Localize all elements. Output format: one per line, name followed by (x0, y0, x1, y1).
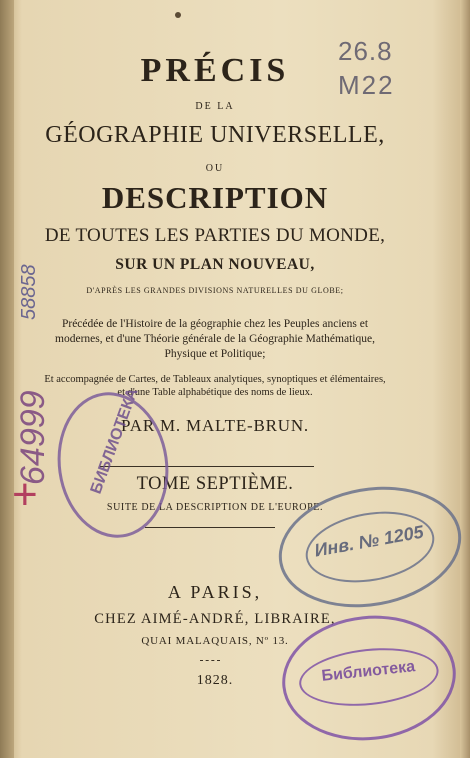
stamp-text-small: БИБЛИОТЕКА (87, 386, 142, 497)
title-basis: D'APRÈS LES GRANDES DIVISIONS NATURELLES DU GLOBE; (86, 286, 344, 295)
page-edge (460, 0, 470, 758)
title-description: DESCRIPTION (101, 180, 329, 215)
imprint-publisher: CHEZ AIMÉ-ANDRÉ, LIBRAIRE, (94, 611, 336, 627)
imprint-city: A PARIS, (167, 582, 263, 602)
title-ou: OU (205, 163, 225, 174)
author: PAR M. MALTE-BRUN. (121, 416, 309, 435)
call-number-line2: M22 (338, 70, 395, 100)
ink-spot (175, 12, 181, 18)
title-scope: DE TOUTES LES PARTIES DU MONDE, (44, 225, 386, 246)
imprint-year: 1828. (196, 673, 234, 688)
library-stamp-icon (276, 607, 462, 749)
title-plan: SUR UN PLAN NOUVEAU, (115, 256, 315, 273)
plus-mark-icon: + (12, 470, 38, 519)
ornament-rule (200, 660, 220, 661)
title-de-la: DE LA (195, 101, 235, 112)
volume-subtitle: SUITE DE LA DESCRIPTION DE L'EUROPE. (106, 502, 324, 513)
library-stamp-oval-icon (48, 385, 177, 545)
call-number-line1: 26.8 (338, 36, 393, 66)
title-subject: GÉOGRAPHIE UNIVERSELLE, (45, 122, 385, 148)
inventory-number-2: 64999 (14, 390, 52, 485)
imprint-address: QUAI MALAQUAIS, Nº 13. (141, 635, 289, 647)
title-accompanied: Et accompagnée de Cartes, de Tableaux analytiques, synoptiques et élémentaires, et d'une Table alphabétique des noms de lieux. (44, 374, 386, 398)
title-main: PRÉCIS (140, 52, 290, 89)
stamp-text-library: Библиотека (320, 658, 416, 685)
binding-edge (0, 0, 14, 758)
stamp-text-inventory: Инв. № 1205 (312, 521, 426, 561)
divider-bottom (145, 527, 275, 528)
inventory-number: 58858 (18, 264, 40, 320)
title-preceded: Précédée de l'Histoire de la géographie chez les Peuples anciens et modernes, et d'une Théorie générale de la Géographie Mathématique, Physique et Politique; (55, 318, 375, 360)
volume-name: TOME SEPTIÈME. (136, 474, 294, 494)
